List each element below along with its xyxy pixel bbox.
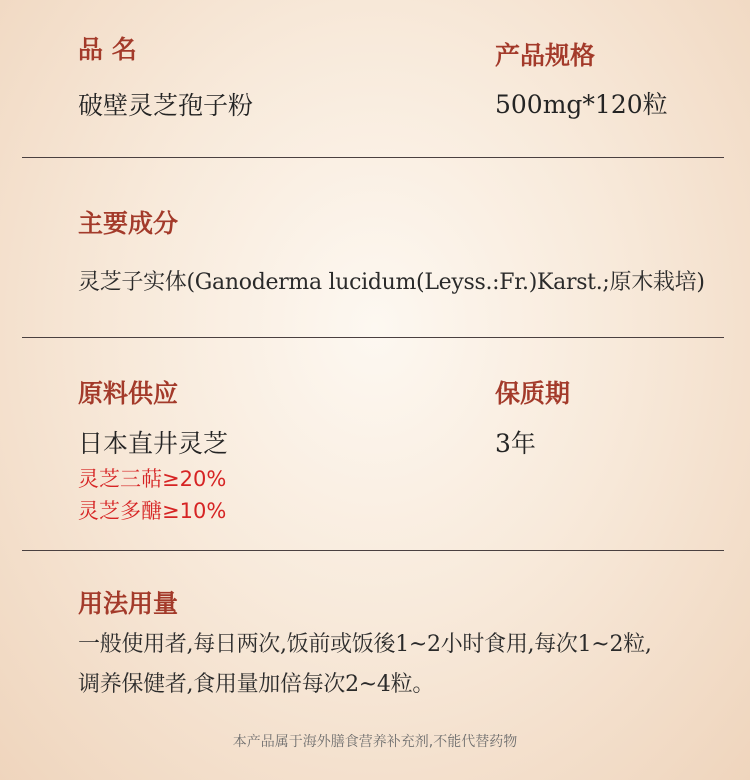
- usage-line-2: 调养保健者,食用量加倍每次2~4粒。: [78, 672, 435, 697]
- spec-value: 500mg*120粒: [495, 90, 668, 119]
- ingredients-label: 主要成分: [78, 209, 179, 238]
- footer-disclaimer: 本产品属于海外膳食营养补充剂,不能代替药物: [232, 734, 518, 750]
- product-name-value: 破壁灵芝孢子粉: [78, 91, 254, 120]
- usage-label: 用法用量: [78, 589, 179, 618]
- polysaccharide-highlight: 灵芝多醣≥10%: [78, 499, 227, 523]
- usage-line-1: 一般使用者,每日两次,饭前或饭後1~2小时食用,每次1~2粒,: [78, 632, 652, 657]
- raw-material-value: 日本直井灵芝: [78, 429, 229, 458]
- ingredients-value: 灵芝子实体(Ganoderma lucidum(Leyss.:Fr.)Karst.;原木栽培): [78, 270, 705, 295]
- triterpene-highlight: 灵芝三萜≥20%: [78, 467, 227, 491]
- divider-1: [22, 157, 724, 158]
- product-name-label: 品 名: [78, 35, 137, 64]
- shelf-life-label: 保质期: [495, 379, 571, 408]
- shelf-life-value: 3年: [495, 429, 536, 458]
- raw-material-label: 原料供应: [78, 379, 179, 408]
- divider-3: [22, 550, 724, 551]
- divider-2: [22, 337, 724, 338]
- spec-label: 产品规格: [495, 41, 596, 70]
